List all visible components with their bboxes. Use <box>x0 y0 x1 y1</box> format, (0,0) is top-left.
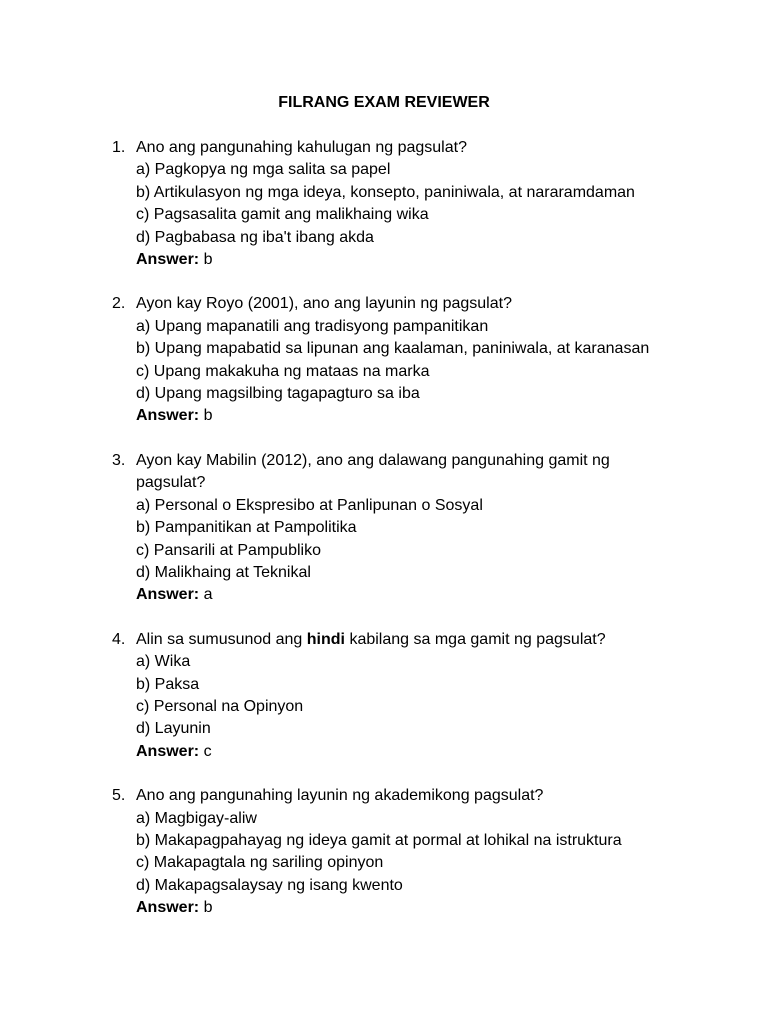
answer-label: Answer: <box>136 586 200 604</box>
question-number: 1. <box>112 139 126 156</box>
answer-value: b <box>203 407 213 425</box>
answer-label: Answer: <box>136 899 200 917</box>
question-text: Ano ang pangunahing layunin ng akademikong pagsulat? <box>136 787 544 805</box>
document-title: FILRANG EXAM REVIEWER <box>278 94 490 111</box>
answer-line <box>136 741 672 763</box>
choice-b: b) Artikulasyon ng mga ideya, konsepto, paniniwala, at nararamdaman <box>136 183 635 201</box>
choice-a: a) Upang mapanatili ang tradisyong pampanitikan <box>136 317 489 335</box>
choice-c: c) Pagsasalita gamit ang malikhaing wika <box>136 206 429 224</box>
choice-b: b) Makapagpahayag ng ideya gamit at pormal at lohikal na istruktura <box>136 831 622 849</box>
question-item <box>112 785 672 919</box>
answer-label: Answer: <box>136 251 200 269</box>
choice-a: a) Pagkopya ng mga salita sa papel <box>136 161 391 179</box>
question-number: 4. <box>112 630 126 648</box>
answer-line <box>136 405 672 427</box>
choice-a: a) Wika <box>136 653 191 671</box>
answer-line <box>136 584 672 606</box>
choice-b: b) Upang mapabatid sa lipunan ang kaalaman, paniniwala, at karanasan <box>136 340 650 358</box>
choice-c: c) Makapagtala ng sariling opinyon <box>136 854 384 872</box>
answer-value: b <box>203 251 213 269</box>
answer-label: Answer: <box>136 407 200 425</box>
question-number: 2. <box>112 295 126 313</box>
choice-b: b) Paksa <box>136 675 200 693</box>
question-number: 3. <box>112 451 126 469</box>
choice-c: c) Pansarili at Pampubliko <box>136 541 321 559</box>
answer-value: a <box>203 586 213 604</box>
choice-d: d) Pagbabasa ng iba't ibang akda <box>136 228 374 246</box>
choice-a: a) Magbigay-aliw <box>136 809 257 827</box>
question-text: Ayon kay Mabilin (2012), ano ang dalawang pangunahing gamit ng pagsulat? <box>136 451 610 492</box>
answer-line <box>136 249 672 271</box>
question-text-before: Alin sa sumusunod ang <box>136 630 307 648</box>
choice-c: c) Personal na Opinyon <box>136 697 304 715</box>
question-text-emphasis: hindi <box>306 630 345 648</box>
answer-value: c <box>203 742 212 760</box>
question-list <box>112 137 672 942</box>
question-item <box>112 137 672 271</box>
question-item <box>112 629 672 763</box>
choice-b: b) Pampanitikan at Pampolitika <box>136 519 357 537</box>
question-number: 5. <box>112 787 126 805</box>
choice-d: d) Upang magsilbing tagapagturo sa iba <box>136 385 420 403</box>
question-text <box>136 629 672 651</box>
question-text: Ano ang pangunahing kahulugan ng pagsulat? <box>136 139 467 156</box>
answer-line <box>136 897 672 919</box>
question-text-after: kabilang sa mga gamit ng pagsulat? <box>345 630 606 648</box>
choice-d: d) Layunin <box>136 720 211 738</box>
question-item <box>112 293 672 427</box>
choice-c: c) Upang makakuha ng mataas na marka <box>136 362 430 380</box>
choice-d: d) Makapagsalaysay ng isang kwento <box>136 876 403 894</box>
choice-d: d) Malikhaing at Teknikal <box>136 563 311 581</box>
answer-label: Answer: <box>136 742 200 760</box>
choice-a: a) Personal o Ekspresibo at Panlipunan o Sosyal <box>136 496 483 514</box>
question-item <box>112 450 672 607</box>
question-text: Ayon kay Royo (2001), ano ang layunin ng pagsulat? <box>136 295 512 313</box>
answer-value: b <box>203 899 213 917</box>
